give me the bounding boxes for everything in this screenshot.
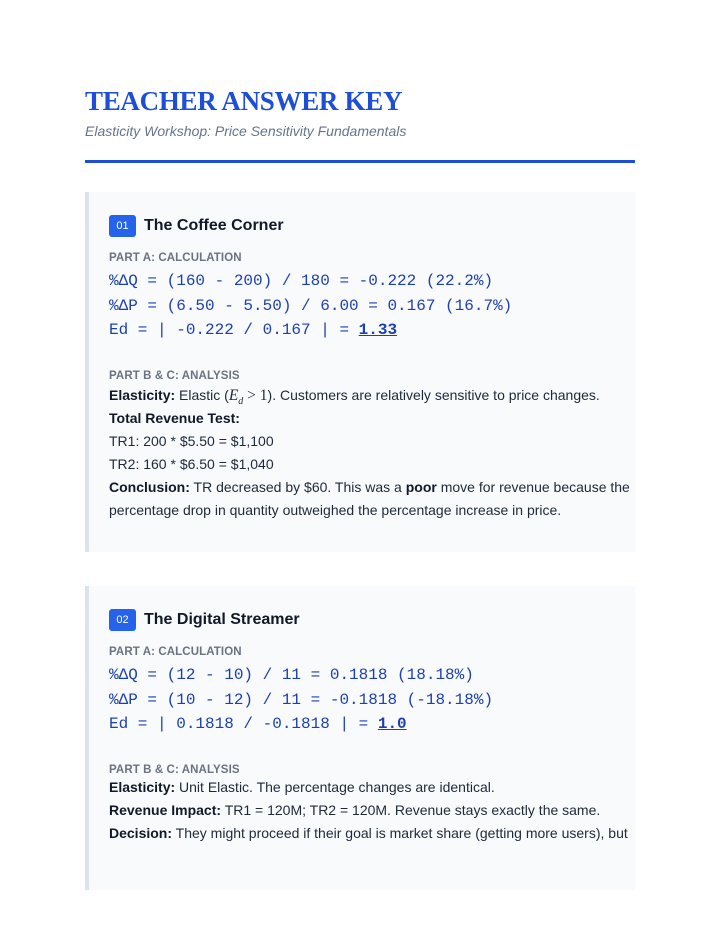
math-sub: d: [238, 395, 244, 407]
revenue-impact-label: Revenue Impact:: [109, 801, 222, 818]
conclusion-emphasis: poor: [405, 478, 437, 495]
elasticity-line: [109, 776, 635, 799]
decision-line: [109, 822, 635, 845]
revenue-test-label: Total Revenue Test:: [109, 409, 240, 426]
calculation-block: [109, 269, 635, 343]
elasticity-line: [109, 384, 635, 407]
page-header: [85, 84, 635, 139]
math-rest: > 1: [243, 386, 268, 404]
revenue-impact-line: [109, 799, 635, 822]
problem-number-badge: 01: [109, 215, 136, 237]
conclusion-line: [109, 476, 635, 499]
tr1-line: TR1: 200 * $5.50 = $1,100: [109, 432, 274, 449]
part-a-label: PART A: CALCULATION: [109, 252, 242, 264]
part-a-label: PART A: CALCULATION: [109, 646, 242, 658]
calc-price-change: %ΔP = (6.50 - 5.50) / 6.00 = 0.167 (16.7%): [109, 296, 513, 315]
page-subtitle: Elasticity Workshop: Price Sensitivity Fundamentals: [85, 123, 407, 139]
problem-card-digital-streamer: [85, 586, 635, 890]
revenue-impact-text: TR1 = 120M; TR2 = 120M. Revenue stays exactly the same.: [224, 801, 601, 818]
page-title: TEACHER ANSWER KEY: [85, 86, 403, 116]
conclusion-text-continued: move for revenue because the: [440, 478, 630, 495]
part-bc-label: PART B & C: ANALYSIS: [109, 369, 240, 382]
card-header: [109, 609, 635, 631]
calc-elasticity-formula: Ed = | 0.1818 / -0.1818 | =: [109, 715, 378, 733]
calc-price-change: %ΔP = (10 - 12) / 11 = -0.1818 (-18.18%): [109, 690, 494, 709]
decision-text: They might proceed if their goal is market share (getting more users), but: [175, 824, 628, 841]
card-title: The Digital Streamer: [144, 611, 300, 628]
elasticity-label: Elasticity:: [109, 386, 176, 403]
calculation-block: [109, 663, 635, 737]
tr2-line: TR2: 160 * $6.50 = $1,040: [109, 455, 274, 472]
elasticity-text: Elastic (: [179, 386, 229, 403]
conclusion-label: Conclusion:: [109, 478, 190, 495]
conclusion-line-2: percentage drop in quantity outweighed the percentage increase in price.: [109, 501, 562, 518]
decision-label: Decision:: [109, 824, 173, 841]
revenue-test-line: [109, 407, 635, 430]
calc-elasticity-formula: Ed = | -0.222 / 0.167 | =: [109, 321, 359, 339]
card-title: The Coffee Corner: [144, 217, 284, 234]
analysis-block: [109, 776, 635, 845]
elasticity-text-after: ). Customers are relatively sensitive to price changes.: [267, 386, 600, 403]
calc-quantity-change: %ΔQ = (12 - 10) / 11 = 0.1818 (18.18%): [109, 666, 474, 684]
elasticity-math: [228, 386, 268, 407]
card-header: [109, 215, 635, 237]
calc-elasticity: [109, 318, 635, 343]
analysis-block: [109, 384, 635, 522]
elasticity-result: 1.33: [358, 321, 398, 339]
header-divider: [85, 160, 635, 163]
elasticity-label: Elasticity:: [109, 778, 176, 795]
problem-card-coffee-corner: [85, 192, 635, 552]
conclusion-text: TR decreased by $60. This was a: [193, 478, 402, 495]
calc-elasticity: [109, 712, 635, 737]
part-bc-label: PART B & C: ANALYSIS: [109, 763, 240, 776]
calc-quantity-change: %ΔQ = (160 - 200) / 180 = -0.222 (22.2%): [109, 272, 494, 290]
problem-number-badge: 02: [109, 609, 136, 631]
elasticity-result: 1.0: [377, 715, 407, 733]
math-var: E: [228, 386, 239, 404]
elasticity-text: Unit Elastic. The percentage changes are identical.: [179, 778, 495, 795]
